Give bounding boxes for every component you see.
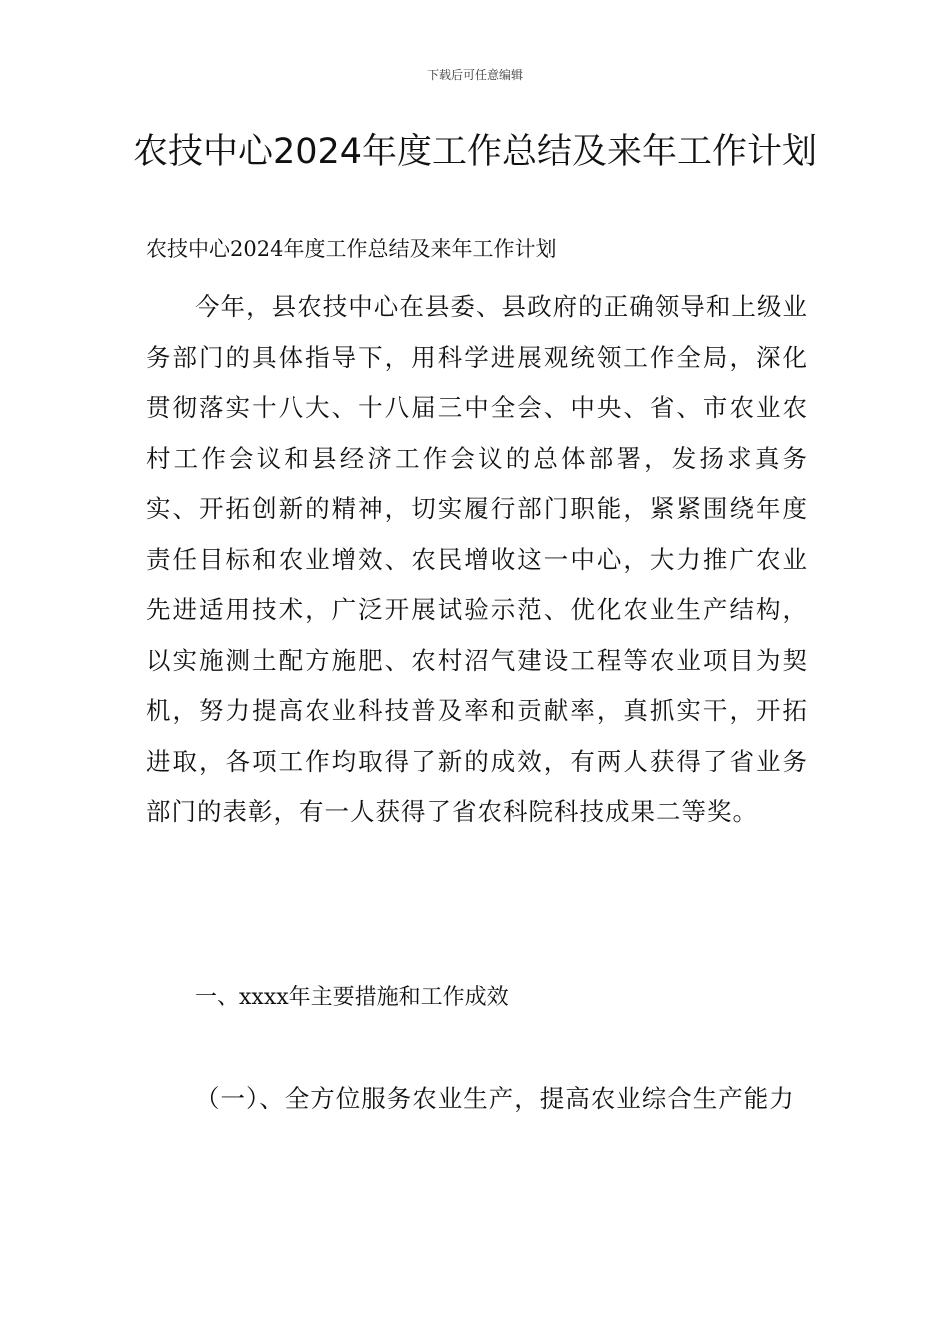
intro-paragraph: 今年，县农技中心在县委、县政府的正确领导和上级业务部门的具体指导下，用科学进展观统领工作全局，深化贯彻落实十八大、十八届三中全会、中央、省、市农业农村工作会议和县经济工作会议的总体部署，发扬求真务实、开拓创新的精神，切实履行部门职能，紧紧围绕年度责任目标和农业增效、农民增收这一中心，大力推广农业先进适用技术，广泛开展试验示范、优化农业生产结构，以实施测土配方施肥、农村沼气建设工程等农业项目为契机，努力提高农业科技普及率和贡献率，真抓实干，开拓进取，各项工作均取得了新的成效，有两人获得了省业务部门的表彰，有一人获得了省农科院科技成果二等奖。 [146,292,808,826]
section-heading: 一、xxxx年主要措施和工作成效 [195,985,509,1010]
header-note: 下载后可任意编辑 [426,68,523,82]
subsection-heading: （一）、全方位服务农业生产，提高农业综合生产能力 [195,1084,795,1113]
document-title: 农技中心2024年度工作总结及来年工作计划 [132,132,818,172]
document-subtitle: 农技中心2024年度工作总结及来年工作计划 [146,237,557,261]
